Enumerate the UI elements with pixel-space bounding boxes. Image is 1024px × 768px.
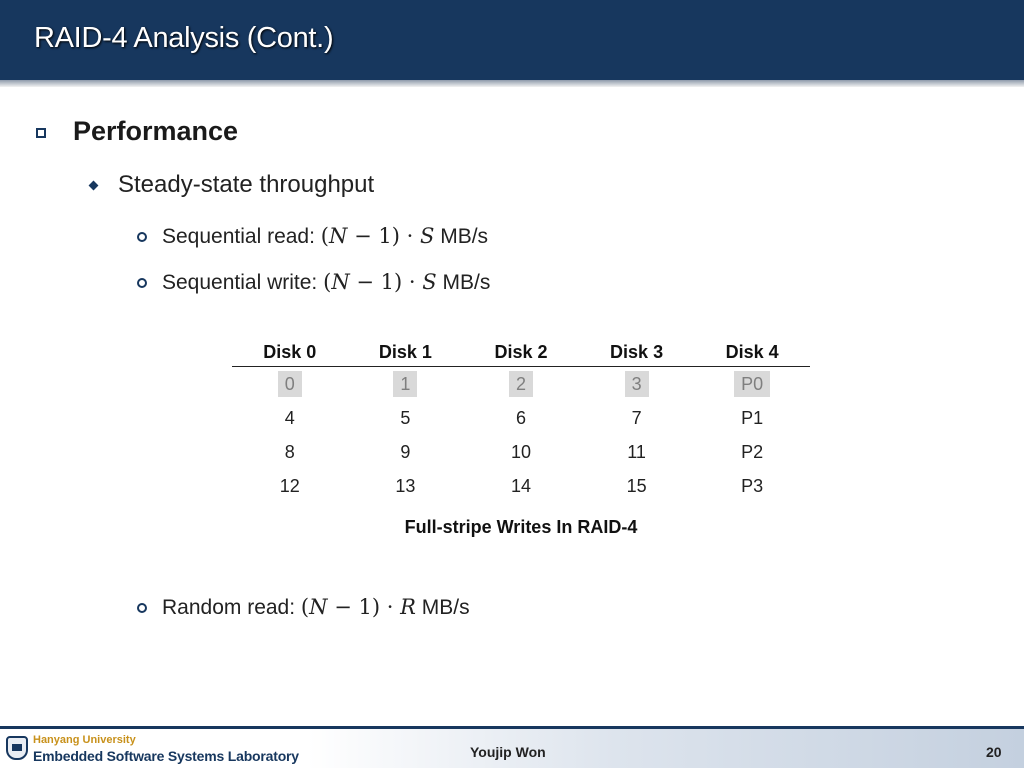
table-cell: 15 <box>626 475 647 496</box>
table-cell: 8 <box>284 441 295 462</box>
item-unit: MB/s <box>442 271 491 294</box>
column-header: Disk 3 <box>579 338 695 367</box>
column-header: Disk 2 <box>463 338 579 367</box>
table-row <box>232 469 810 503</box>
column-header: Disk 4 <box>694 338 810 367</box>
slide-title: RAID-4 Analysis (Cont.) <box>34 22 334 54</box>
table-cell: P3 <box>741 475 764 496</box>
circle-bullet-icon <box>137 278 147 288</box>
author-name: Youjip Won <box>470 744 546 760</box>
table-cell: P1 <box>741 407 764 428</box>
university-name: Hanyang University <box>33 734 136 746</box>
circle-bullet-icon <box>137 232 147 242</box>
bullet-text <box>162 270 490 295</box>
formula: (N − 1) · S <box>320 224 435 248</box>
circle-bullet-icon <box>137 603 147 613</box>
table-row <box>232 435 810 469</box>
table-cell: P2 <box>741 441 764 462</box>
column-header: Disk 0 <box>232 338 348 367</box>
column-header: Disk 1 <box>348 338 464 367</box>
table-cell <box>463 367 579 402</box>
bullet-text <box>162 224 488 249</box>
highlighted-block: 3 <box>625 371 649 397</box>
table-cell <box>232 367 348 402</box>
lab-name: Embedded Software Systems Laboratory <box>33 748 299 764</box>
table-cell: 11 <box>627 441 646 462</box>
highlighted-block: 0 <box>278 371 302 397</box>
disk-layout-table <box>232 338 810 503</box>
table-cell <box>579 367 695 402</box>
bullet-steady-state: Steady-state throughput <box>118 171 375 198</box>
table-header-row <box>232 338 810 367</box>
item-unit: MB/s <box>440 225 489 248</box>
bullet-performance: Performance <box>73 116 239 146</box>
table-cell <box>348 367 464 402</box>
highlighted-block: 1 <box>393 371 417 397</box>
table-caption: Full-stripe Writes In RAID-4 <box>404 517 638 537</box>
table-cell: 10 <box>510 441 531 462</box>
table-cell: 4 <box>284 407 295 428</box>
table-cell: 9 <box>400 441 411 462</box>
table-row <box>232 367 810 402</box>
table-cell: 13 <box>395 475 416 496</box>
square-bullet-icon <box>36 128 46 138</box>
item-label: Sequential read: <box>162 225 315 248</box>
bullet-text <box>162 595 470 620</box>
table-row <box>232 401 810 435</box>
formula: (N − 1) · R <box>300 595 416 619</box>
item-label: Sequential write: <box>162 271 318 294</box>
formula: (N − 1) · S <box>323 270 437 294</box>
diamond-bullet-icon <box>89 181 99 191</box>
title-bar-shadow <box>0 80 1024 87</box>
table-cell: 5 <box>400 407 411 428</box>
table-cell: 14 <box>510 475 531 496</box>
table-cell: 7 <box>631 407 642 428</box>
item-unit: MB/s <box>421 596 470 619</box>
page-number: 20 <box>986 744 1002 760</box>
table-cell: 12 <box>279 475 300 496</box>
table-cell <box>694 367 810 402</box>
university-logo-icon <box>6 736 28 760</box>
highlighted-parity-block: P0 <box>734 371 770 397</box>
item-label: Random read: <box>162 596 296 619</box>
table-cell: 6 <box>515 407 526 428</box>
highlighted-block: 2 <box>509 371 533 397</box>
